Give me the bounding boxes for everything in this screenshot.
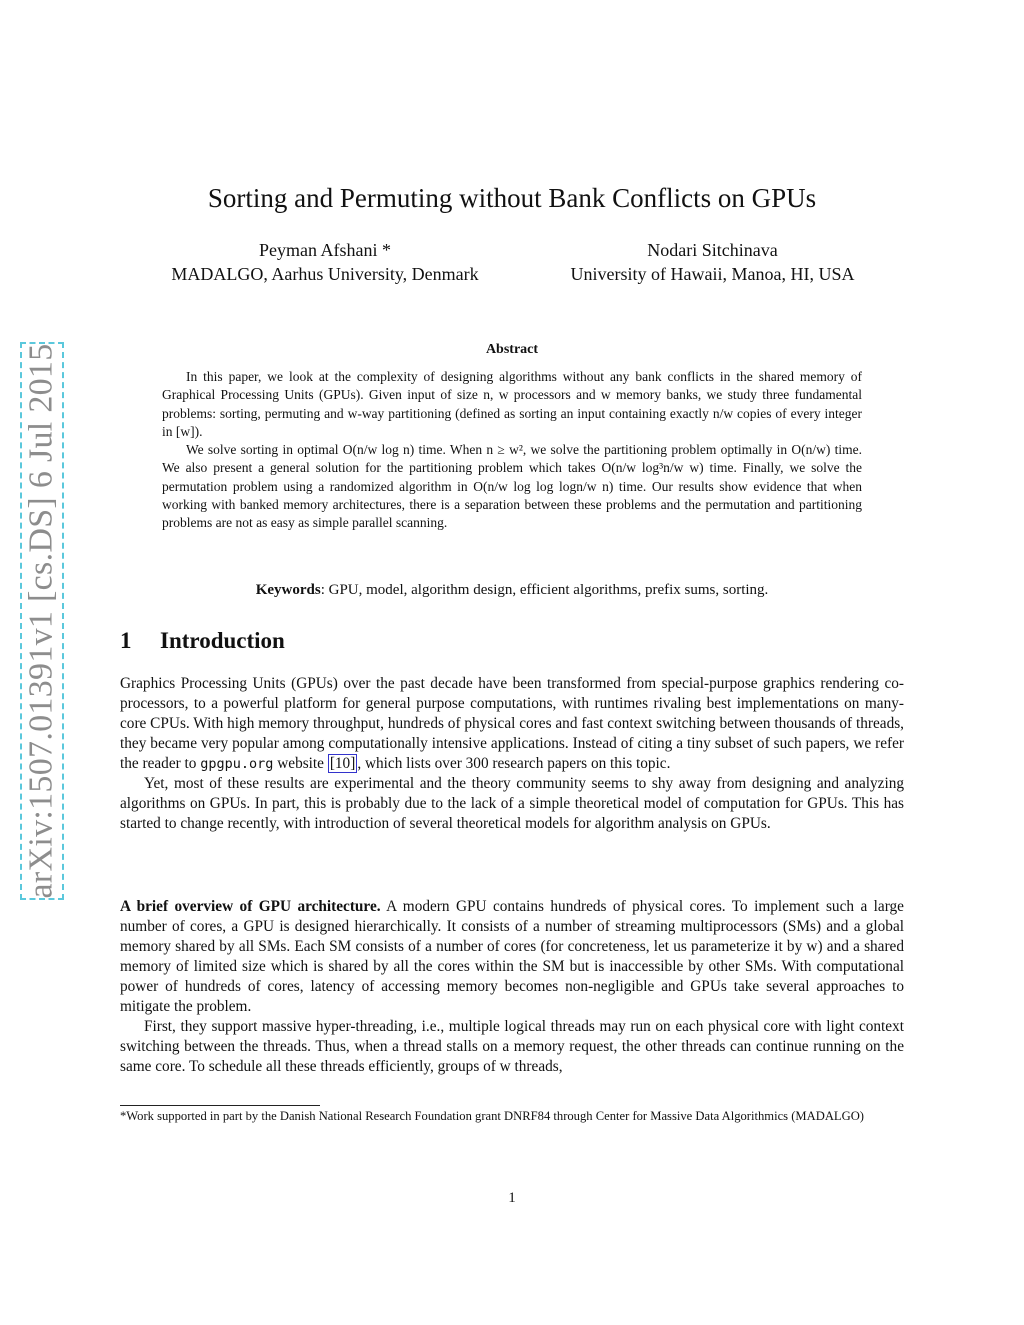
author-1 [140, 238, 510, 286]
section-number: 1 [120, 628, 132, 653]
keywords [120, 582, 904, 599]
author-2-affiliation: University of Hawaii, Manoa, HI, USA [570, 264, 855, 284]
overview-paragraph-2: First, they support massive hyper-threading, i.e., multiple logical threads may run on each physical core with light context switching between the threads. Thus, when a thread stalls on a memory request, the other threads can continue running on the same core. To schedule all these threads efficiently, groups of w threads, [120, 1018, 904, 1075]
author-2 [540, 238, 885, 286]
overview-heading: A brief overview of GPU architecture. [120, 898, 381, 915]
abstract-paragraph-1: In this paper, we look at the complexity of designing algorithms without any bank conflicts in the shared memory of Graphical Processing Units (GPUs). Given input of size n, w processors and w memory banks, we study three fundamental problems: sorting, permuting and w-way partitioning (defined as sorting an input containing exactly n/w copies of every integer in [w]). [162, 369, 862, 439]
section-heading-introduction [120, 628, 285, 654]
paper-title: Sorting and Permuting without Bank Conflicts on GPUs [207, 183, 817, 213]
page-number: 1 [508, 1190, 516, 1206]
overview-paragraph-1 [120, 897, 904, 1017]
keywords-list: : GPU, model, algorithm design, efficient algorithms, prefix sums, sorting. [320, 582, 769, 598]
footnote: *Work supported in part by the Danish National Research Foundation grant DNRF84 through Center for Massive Data Algorithmics (MADALGO) [120, 1109, 864, 1123]
gpgpu-link[interactable]: gpgpu.org [200, 756, 274, 772]
overview-p1-text: A modern GPU contains hundreds of physical cores. To implement such a large number of cores, a GPU is designed hierarchically. It consists of a number of streaming multiprocessors (SMs) and a global memory shared by all SMs. Each SM consists of a number of cores (for concreteness, let us parameterize it by w) and a shared memory of limited size which is shared by all the cores within the SM but is inaccessible by other SMs. With computational power of hundreds of cores, latency of accessing memory becomes non-negligible and GPUs take several approaches to mitigate the problem. [120, 898, 904, 1015]
citation-link[interactable]: [10] [329, 755, 356, 772]
abstract-heading: Abstract [485, 342, 539, 357]
gpu-overview-body [120, 897, 904, 1077]
intro-p1-text: Graphics Processing Units (GPUs) over the past decade have been transformed from special-purpose graphics rendering co-processors, to a powerful platform for general purpose computations, with runtimes rivaling best implementations on many-core CPUs. With high memory throughput, hundreds of physical cores and fast context switching between thousands of threads, they became very popular among computationally intensive applications. Instead of citing a tiny subset of such papers, we refer the reader to [120, 675, 904, 772]
arxiv-stamp [20, 342, 64, 900]
author-1-name: Peyman Afshani * [259, 240, 391, 260]
footnote-rule [120, 1105, 320, 1106]
intro-paragraph-1 [120, 674, 904, 774]
author-1-affiliation: MADALGO, Aarhus University, Denmark [171, 264, 479, 284]
arxiv-identifier: arXiv:1507.01391v1 [cs.DS] 6 Jul 2015 [23, 343, 61, 899]
intro-p1-end: , which lists over 300 research papers on this topic. [357, 755, 671, 772]
keywords-label: Keywords [255, 582, 321, 598]
section-title: Introduction [160, 628, 285, 653]
author-2-name: Nodari Sitchinava [647, 240, 778, 260]
intro-p1-mid: website [273, 755, 328, 772]
abstract-paragraph-2: We solve sorting in optimal O(n/w log n) time. When n ≥ w², we solve the partitioning problem optimally in O(n/w) time. We also present a general solution for the partitioning problem which takes O(n/w log³n/w w) time. Finally, we solve the permutation problem using a randomized algorithm in O(n/w log log logn/w n) time. Our results show evidence that when working with banked memory architectures, there is a separation between these problems and the permutation and partitioning problems are not as easy as simple parallel scanning. [162, 442, 862, 531]
introduction-body [120, 674, 904, 834]
abstract-body [162, 368, 862, 533]
intro-paragraph-2: Yet, most of these results are experimental and the theory community seems to shy away from designing and analyzing algorithms on GPUs. In part, this is probably due to the lack of a simple theoretical model of computation for GPUs. This has started to change recently, with introduction of several theoretical models for algorithm analysis on GPUs. [120, 775, 904, 832]
